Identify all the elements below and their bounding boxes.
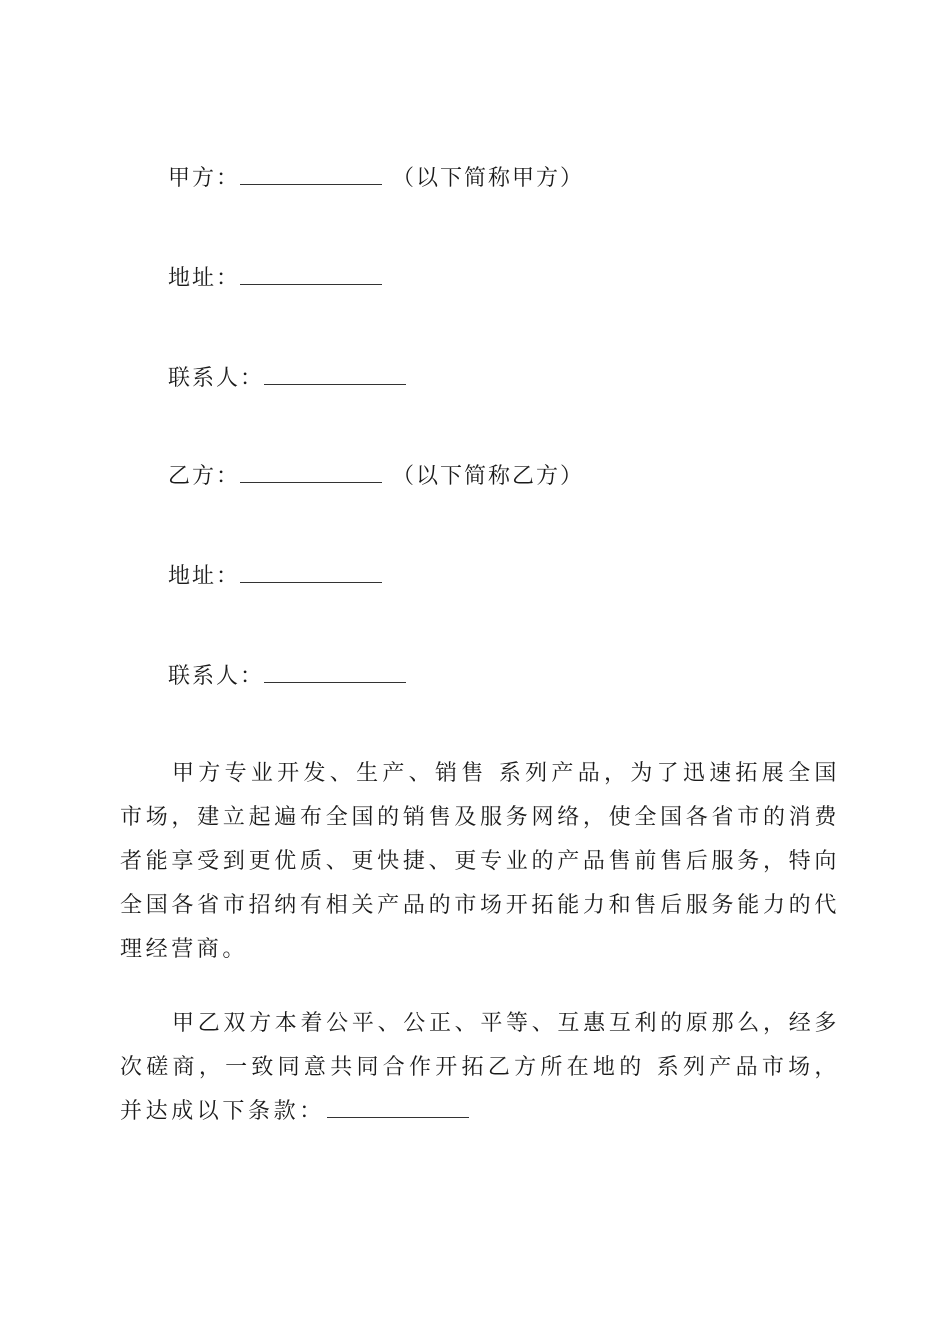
- party-b-contact-blank: [264, 660, 406, 683]
- party-a-contact-label: 联系人：: [168, 366, 265, 391]
- party-a-name-blank: [240, 162, 382, 185]
- party-b-address-label: 地址：: [168, 564, 241, 589]
- party-a-note: （以下简称甲方）: [392, 166, 585, 191]
- intro-paragraph: 甲方专业开发、生产、销售 系列产品，为了迅速拓展全国市场，建立起遍布全国的销售及服务网络，使全国各省市的消费者能享受到更优质、更快捷、更专业的产品售前售后服务，特向全国各省市招纳有相关产品的市场开拓能力和售后服务能力的代理经营商。: [120, 761, 840, 962]
- party-b-note: （以下简称乙方）: [392, 464, 585, 489]
- agreement-text: 甲乙双方本着公平、公正、平等、互惠互利的原那么，经多次磋商，一致同意共同合作开拓乙方所在地的 系列产品市场，并达成以下条款：: [120, 1011, 840, 1124]
- party-a-contact-line: [168, 362, 416, 394]
- party-b-contact-label: 联系人：: [168, 664, 265, 689]
- party-b-address-blank: [240, 560, 382, 583]
- party-b-contact-line: [168, 660, 416, 692]
- party-b-address-line: [168, 560, 392, 592]
- party-a-address-line: [168, 262, 392, 294]
- agreement-paragraph: [120, 1002, 840, 1134]
- party-b-label: 乙方：: [168, 464, 241, 489]
- party-a-line: [168, 162, 584, 194]
- agreement-terms-blank: [327, 1095, 469, 1118]
- party-b-name-blank: [240, 460, 382, 483]
- party-a-address-label: 地址：: [168, 266, 241, 291]
- party-a-address-blank: [240, 262, 382, 285]
- party-a-contact-blank: [264, 362, 406, 385]
- party-a-label: 甲方：: [168, 166, 241, 191]
- party-b-line: [168, 460, 584, 492]
